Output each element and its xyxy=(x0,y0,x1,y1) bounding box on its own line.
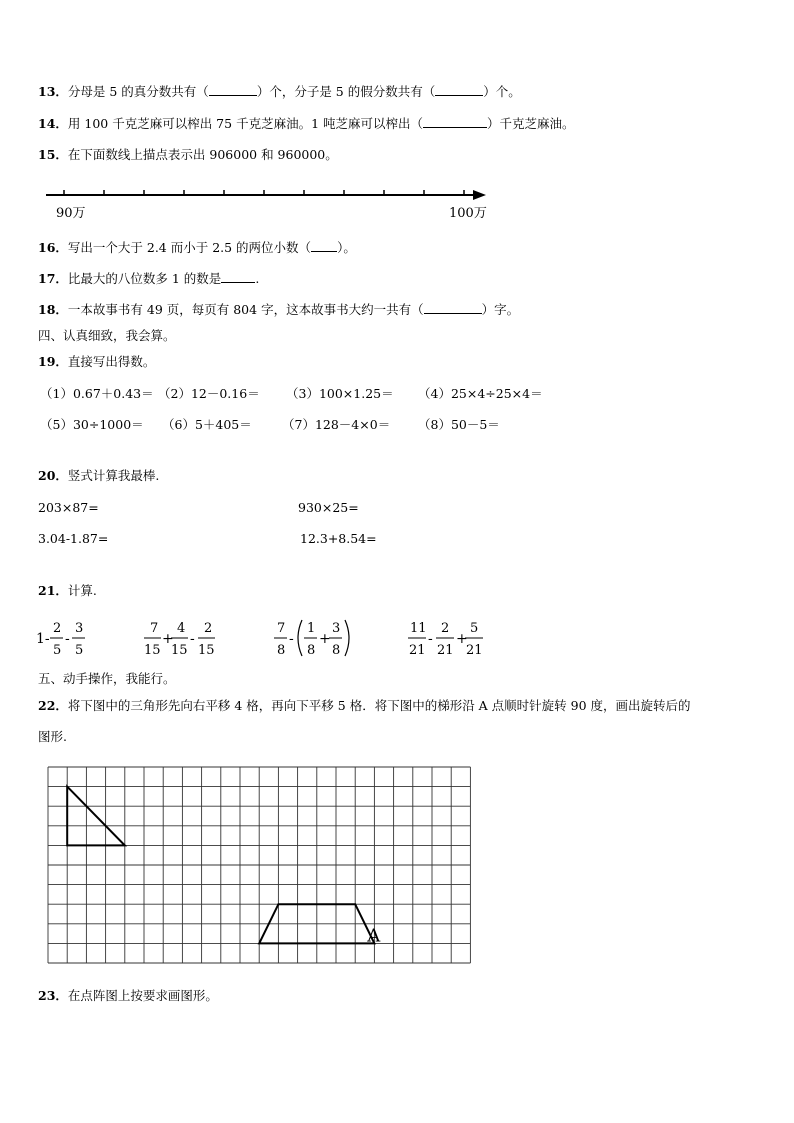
right-paren-icon xyxy=(345,620,349,656)
denominator: 21 xyxy=(409,643,426,658)
number-line-left-label: 90万 xyxy=(56,206,86,221)
numerator: 1 xyxy=(307,621,316,636)
question-23 xyxy=(38,988,218,1004)
denominator: 8 xyxy=(277,643,286,658)
denominator: 5 xyxy=(75,643,84,658)
denominator: 5 xyxy=(53,643,62,658)
vertical-calc-item: 12.3+8.54= xyxy=(300,531,377,546)
question-number: 22． xyxy=(38,698,68,713)
question-number: 13． xyxy=(38,84,68,99)
fraction-expression-2 xyxy=(144,621,215,658)
operator: - xyxy=(65,631,70,647)
numerator: 7 xyxy=(150,621,159,636)
answer-blank[interactable] xyxy=(311,240,337,252)
denominator: 21 xyxy=(466,643,483,658)
number-line-right-label: 100万 xyxy=(449,206,487,221)
question-number: 21． xyxy=(38,583,68,598)
number-line xyxy=(40,180,510,228)
answer-blank[interactable] xyxy=(209,84,257,96)
answer-blank[interactable] xyxy=(424,302,482,314)
vertical-calc-item: 203×87= xyxy=(38,500,99,515)
question-text: ）个，分子是 5 的假分数共有（ xyxy=(256,84,436,99)
question-text: ）千克芝麻油。 xyxy=(487,116,575,131)
denominator: 15 xyxy=(171,643,188,658)
question-text: ）字。 xyxy=(481,302,520,317)
oral-calc-item: （3）100×1.25＝ xyxy=(286,386,394,401)
question-text: . xyxy=(255,271,260,286)
operator: - xyxy=(289,631,294,647)
fraction-expressions xyxy=(30,612,500,664)
oral-calc-item: （6）5＋405＝ xyxy=(162,417,252,432)
answer-blank[interactable] xyxy=(435,84,483,96)
vertical-calc-item: 3.04-1.87= xyxy=(38,531,109,546)
question-text: 直接写出得数。 xyxy=(67,354,156,369)
question-text: 写出一个大于 2.4 而小于 2.5 的两位小数（ xyxy=(67,240,312,255)
question-text: ）。 xyxy=(337,240,356,255)
expression-lead: 1- xyxy=(36,631,50,647)
numerator: 2 xyxy=(204,621,213,636)
question-text: ）个。 xyxy=(483,84,521,99)
question-text: 一本故事书有 49 页，每页有 804 字，这本故事书大约一共有（ xyxy=(67,302,424,317)
denominator: 15 xyxy=(144,643,161,658)
question-text: 在下面数线上描点表示出 906000 和 960000。 xyxy=(67,147,338,162)
numerator: 5 xyxy=(470,621,479,636)
operator: + xyxy=(456,631,468,647)
answer-blank[interactable] xyxy=(423,116,487,128)
fraction-expression-4 xyxy=(408,621,483,658)
answer-blank[interactable] xyxy=(221,271,255,283)
numerator: 11 xyxy=(410,621,427,636)
fraction-expression-3 xyxy=(274,620,349,658)
question-text: 在点阵图上按要求画图形。 xyxy=(67,988,218,1003)
numerator: 4 xyxy=(177,621,186,636)
question-number: 16． xyxy=(38,240,68,255)
arrow-head-icon xyxy=(473,190,486,200)
numerator: 7 xyxy=(277,621,286,636)
question-number: 20． xyxy=(38,468,68,483)
question-17 xyxy=(38,271,259,287)
question-16 xyxy=(38,240,356,256)
question-13 xyxy=(38,84,521,100)
question-15 xyxy=(38,147,338,163)
oral-calc-item: （7）128－4×0＝ xyxy=(282,417,391,432)
denominator: 8 xyxy=(332,643,341,658)
section-heading: 四、认真细致，我会算。 xyxy=(38,328,176,343)
square-grid[interactable] xyxy=(40,762,480,968)
question-number: 15． xyxy=(38,147,68,162)
question-text: 将下图中的三角形先向右平移 4 格，再向下平移 5 格．将下图中的梯形沿 A 点顺时针旋转 90 度，画出旋转后的 xyxy=(67,698,691,713)
numerator: 2 xyxy=(53,621,62,636)
operator: + xyxy=(162,631,174,647)
question-21 xyxy=(38,583,97,599)
numerator: 3 xyxy=(75,621,84,636)
fraction-expression-1 xyxy=(36,621,85,658)
section-heading: 五、动手操作，我能行。 xyxy=(38,671,176,686)
denominator: 21 xyxy=(437,643,454,658)
vertical-calc-item: 930×25= xyxy=(298,500,359,515)
question-number: 17． xyxy=(38,271,68,286)
question-text: 计算. xyxy=(67,583,97,598)
operator: - xyxy=(190,631,195,647)
oral-calc-item: （4）25×4÷25×4＝ xyxy=(418,386,543,401)
question-number: 23． xyxy=(38,988,68,1003)
question-22-continued: 图形. xyxy=(38,729,67,744)
denominator: 8 xyxy=(307,643,316,658)
numerator: 2 xyxy=(441,621,450,636)
triangle-shape xyxy=(67,787,125,846)
question-18 xyxy=(38,302,519,318)
question-19 xyxy=(38,354,155,370)
question-text: 竖式计算我最棒. xyxy=(67,468,160,483)
question-number: 18． xyxy=(38,302,68,317)
oral-calc-item: （1）0.67＋0.43＝ xyxy=(40,386,154,401)
numerator: 3 xyxy=(332,621,341,636)
question-text: 用 100 千克芝麻可以榨出 75 千克芝麻油。1 吨芝麻可以榨出（ xyxy=(67,116,423,131)
question-22 xyxy=(38,698,691,714)
question-14 xyxy=(38,116,575,132)
question-text: 比最大的八位数多 1 的数是 xyxy=(67,271,222,286)
denominator: 15 xyxy=(198,643,215,658)
question-number: 14． xyxy=(38,116,68,131)
operator: + xyxy=(319,631,331,647)
question-number: 19． xyxy=(38,354,68,369)
question-20 xyxy=(38,468,159,484)
operator: - xyxy=(428,631,433,647)
oral-calc-item: （8）50－5＝ xyxy=(418,417,500,432)
left-paren-icon xyxy=(298,620,302,656)
question-text: 分母是 5 的真分数共有（ xyxy=(67,84,209,99)
point-a-label: A xyxy=(367,925,381,947)
oral-calc-item: （2）12－0.16＝ xyxy=(158,386,260,401)
oral-calc-item: （5）30÷1000＝ xyxy=(40,417,144,432)
